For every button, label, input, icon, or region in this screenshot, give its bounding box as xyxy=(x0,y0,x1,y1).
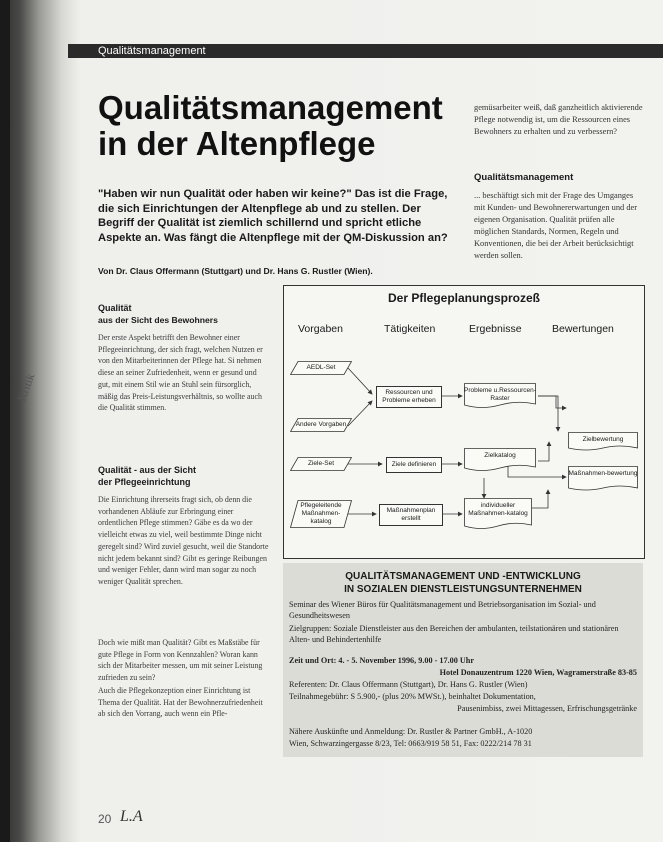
event-line-1: Seminar des Wiener Büros für Qualitätsmanagement und Betriebsorganisation im Sozial- und Gesundheitswesen xyxy=(289,600,596,620)
right-column-heading: Qualitätsmanagement xyxy=(474,172,574,183)
process-diagram xyxy=(283,285,645,559)
doc-individueller-katalog xyxy=(464,498,532,530)
box-ziele-definieren: Ziele definieren xyxy=(386,457,442,473)
box-ziele-set xyxy=(290,457,352,471)
doc-probleme-raster xyxy=(464,383,536,409)
binding-shadow xyxy=(0,0,10,842)
box-ressourcen-erheben: Ressourcen und Probleme erheben xyxy=(376,386,442,408)
title-line-2: in der Altenpflege xyxy=(98,125,376,162)
margin-annotation: Kritik xyxy=(14,371,38,404)
pflegeleitende-label: Pflegeleitende Maßnahmen-katalog xyxy=(300,502,342,525)
aedl-label: AEDL-Set xyxy=(306,364,336,371)
event-line-4: Hotel Donauzentrum 1220 Wien, Wagramerstraße 83-85 xyxy=(439,668,637,677)
diagram-title: Der Pflegeplanungsprozeß xyxy=(387,291,541,305)
box-massnahmen-erstellt: Maßnahmenplan erstellt xyxy=(379,504,443,526)
section-header-bar xyxy=(68,44,663,58)
section-3-text: Doch wie mißt man Qualität? Gibt es Maßstäbe für gute Pflege in Form von Kennzahlen? Woran kann sich der Mitarbeiter messen, um mit seiner Leistung zufrieden zu sein? xyxy=(98,638,263,683)
column-head-bewertungen: Bewertungen xyxy=(552,323,614,335)
section-2-heading xyxy=(98,465,270,488)
section-1-heading-b: aus der Sicht des Bewohners xyxy=(98,314,218,325)
title-line-1: Qualitätsmanagement xyxy=(98,89,443,126)
section-2-text: Die Einrichtung ihrerseits fragt sich, ob denn die vorhandenen Abläufe zur Erbringung einer ordentlichen Pflege stimmen? Gäbe es da wo der vielleicht etwas zu viel, weil bestimmte Dinge nicht geregelt sind? Wird zuviel gesucht, weil die Standorte nicht jedem bekannt sind? Gibt es geringe Reibungen und weniger Fehler, dann wird man sogar zu noch weniger Qualität sprechen. xyxy=(98,495,269,586)
authors-line: Von Dr. Claus Offermann (Stuttgart) und Dr. Hans G. Rustler (Wien). xyxy=(98,266,373,276)
box-aedl-set xyxy=(290,361,352,375)
doc-zielkatalog xyxy=(464,448,536,472)
section-2-heading-a: Qualität - aus der Sicht xyxy=(98,465,197,475)
section-2-heading-b: der Pflegeeinrichtung xyxy=(98,476,191,487)
doc-zielbewertung xyxy=(568,432,638,452)
event-line-3: Zeit und Ort: 4. - 5. November 1996, 9.00 - 17.00 Uhr xyxy=(289,656,474,665)
column-head-vorgaben: Vorgaben xyxy=(298,323,343,335)
massn-bewertung-label: Maßnahmen-bewertung xyxy=(568,470,638,477)
event-line-5: Referenten: Dr. Claus Offermann (Stuttgart), Dr. Hans G. Rustler (Wien) xyxy=(289,680,528,689)
right-column-top-text: gemüsarbeiter weiß, daß ganzheitlich aktivierende Pflege notwendig ist, um die Ressourcen eines Bewohners zu erhalten und zu verbessern? xyxy=(474,103,643,136)
event-title-1: QUALITÄTSMANAGEMENT UND -ENTWICKLUNG xyxy=(345,571,581,582)
ziele-set-label: Ziele-Set xyxy=(307,460,334,467)
box-andere-vorgaben xyxy=(290,418,352,432)
indiv-katalog-label: individueller Maßnahmen-katalog xyxy=(468,502,528,517)
event-line-8: Nähere Auskünfte und Anmeldung: Dr. Rustler & Partner GmbH., A-1020 xyxy=(289,727,533,736)
event-line-7: Pausenimbiss, zwei Mittagessen, Erfrischungsgetränke xyxy=(457,704,637,713)
box-pflegeleitende xyxy=(290,500,352,528)
right-column-text: ... beschäftigt sich mit der Frage des Umganges mit Kunden- und Bewohnererwartungen und der eigenen Organisation. Qualität prüfen alle möglichen Standards, Normen, Regeln und Konventionen, die bei der Arbeit berücksichtigt werden sollen. xyxy=(474,191,638,260)
section-1-heading-a: Qualität xyxy=(98,303,132,313)
section-4-text: Auch die Pflegekonzeption einer Einrichtung ist Thema der Qualität. Hat der Bewohnerzufriedenheit ab sich den Vorrang, auch wenn ein Pfle- xyxy=(98,686,263,719)
column-head-taetigkeiten: Tätigkeiten xyxy=(384,323,436,335)
section-1-heading xyxy=(98,303,270,326)
zielbewertung-label: Zielbewertung xyxy=(582,436,624,443)
handwritten-mark: L.A xyxy=(120,808,143,825)
event-line-6: Teilnahmegebühr: S 5.900,- (plus 20% MWSt.), beinhaltet Dokumentation, xyxy=(289,692,536,701)
article-title xyxy=(98,90,468,162)
page-number: 20 xyxy=(98,812,112,826)
event-line-2: Zielgruppen: Soziale Dienstleister aus den Bereichen der ambulanten, teilstationären und stationären Alten- und Behindertenhilfe xyxy=(289,624,619,644)
zielkatalog-label: Zielkatalog xyxy=(484,452,516,459)
section-1-text: Der erste Aspekt betrifft den Bewohner einer Pflegeeinrichtung, der sich fragt, welchen Nutzen er von den Mitarbeiterinnen der Pflege hat. Si nehmen diese an seiner Zufriedenheit, wenn er gesund und gut, mit einem Stil wie an Stuhl sein fürsorglich, mäßig das Preis-Leistungsverhältnis, so wollte auch die Qualität stimmen. xyxy=(98,333,263,413)
doc-massnahmen-bewertung xyxy=(568,466,638,492)
event-title-2: IN SOZIALEN DIENSTLEISTUNGSUNTERNEHMEN xyxy=(344,584,582,595)
intro-lead: "Haben wir nun Qualität oder haben wir keine?" Das ist die Frage, die sich Einrichtungen der Altenpflege ab und zu stellen. Der Begriff der Qualität ist ziemlich schillernd und spricht etliche Aspekte an. Was fängt die Altenpflege mit der QM-Diskussion an? xyxy=(98,188,448,244)
andere-label: Andere Vorgaben xyxy=(295,421,347,428)
column-head-ergebnisse: Ergebnisse xyxy=(469,323,522,335)
event-line-9: Wien, Schwarzingergasse 8/23, Tel: 0663/919 58 51, Fax: 0222/214 78 31 xyxy=(289,739,532,748)
seminar-announcement xyxy=(283,563,643,757)
probleme-raster-label: Probleme u.Ressourcen-Raster xyxy=(464,387,536,402)
section-label: Qualitätsmanagement xyxy=(98,45,206,57)
